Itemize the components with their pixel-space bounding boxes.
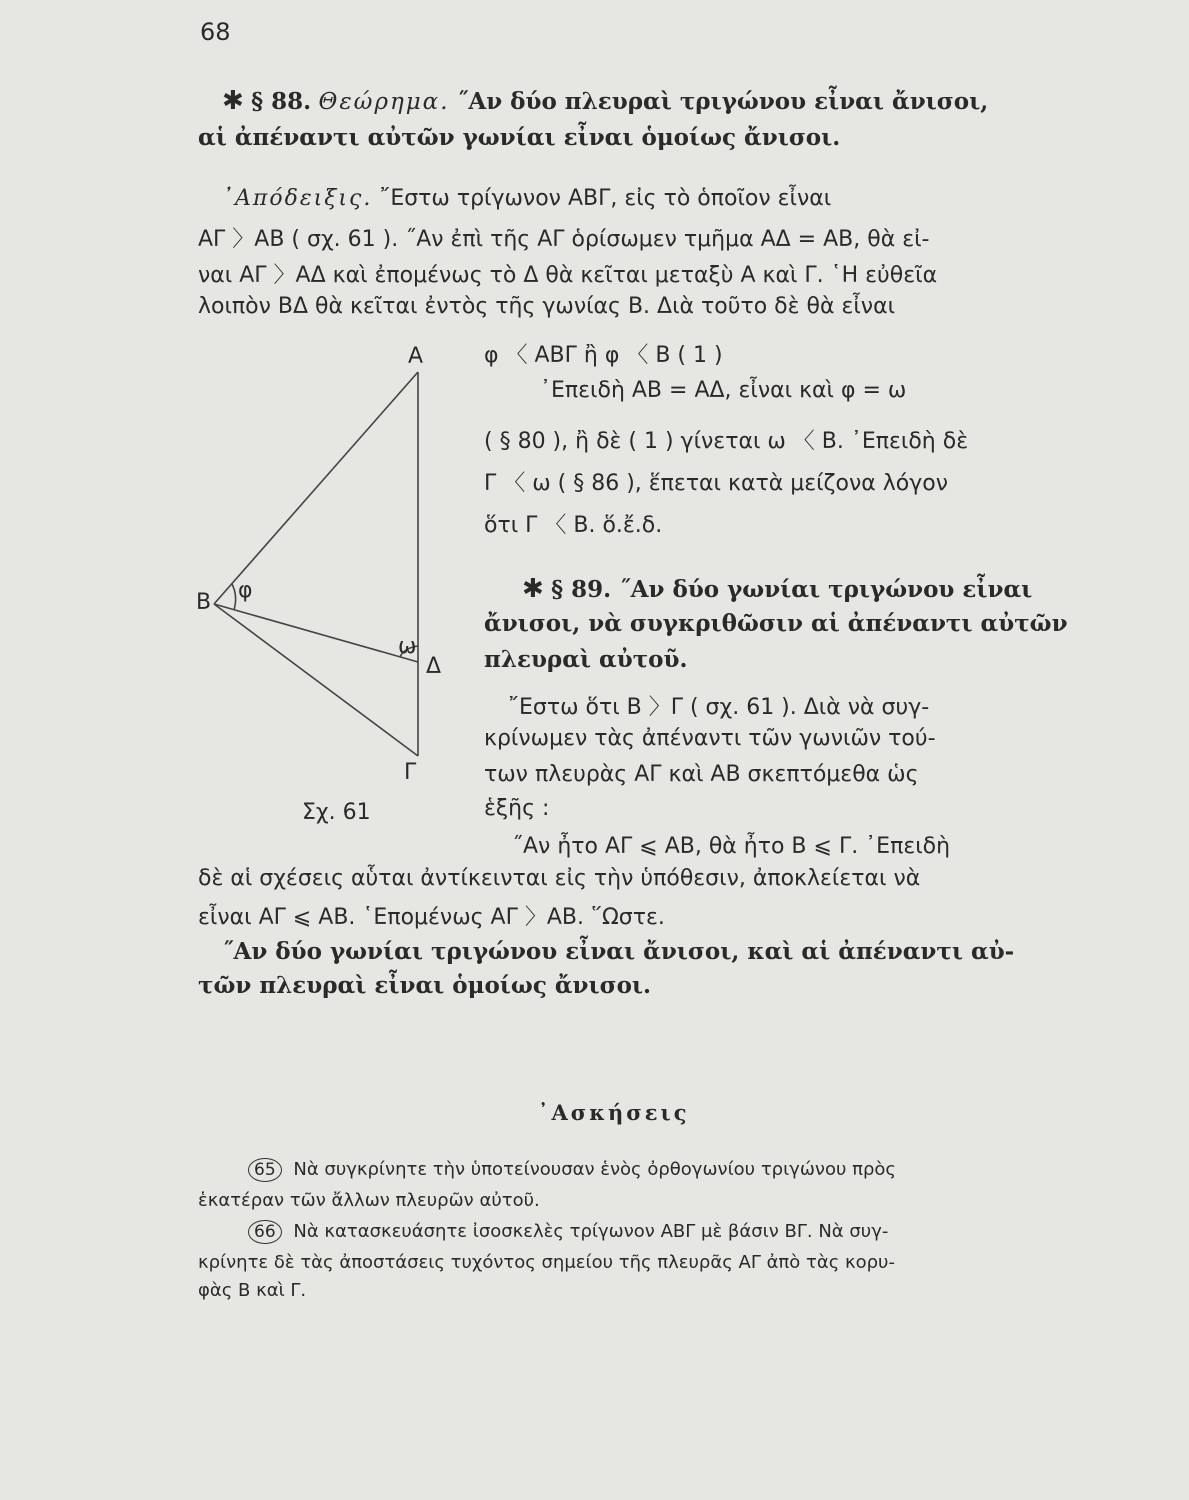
- exercises-heading: ᾿Ασκήσεις: [538, 1100, 690, 1125]
- proof-line-8: Γ 〈 ω ( § 86 ), ἕπεται κατὰ μείζονα λόγον: [484, 471, 948, 496]
- theorem-89-heading: [522, 574, 1032, 604]
- vertex-d-label: Δ: [426, 654, 442, 679]
- proof-line-3: ναι ΑΓ 〉ΑΔ καὶ ἐπομένως τὸ Δ θὰ κεῖται μεταξὺ Α καὶ Γ. ῾Η εὐθεῖα: [198, 263, 938, 288]
- proof89-line-4: ἑξῆς :: [484, 796, 550, 821]
- theorem-88-statement-2: αἱ ἀπέναντι αὐτῶν γωνίαι εἶναι ὁμοίως ἄνισοι.: [198, 124, 841, 151]
- proof89-line-3: των πλευρὰς ΑΓ καὶ ΑΒ σκεπτόμεθα ὡς: [484, 762, 919, 787]
- proof-line-9: ὅτι Γ 〈 Β. ὅ.ἔ.δ.: [484, 513, 663, 538]
- proof-line-5: φ 〈 ΑΒΓ ἢ φ 〈 Β ( 1 ): [484, 343, 723, 368]
- star-icon: ✱: [222, 86, 244, 116]
- theorem-89-statement-1: § 89. ˝Αν δύο γωνίαι τριγώνου εἶναι: [551, 576, 1033, 603]
- conclusion-line-1: ˝Αν δύο γωνίαι τριγώνου εἶναι ἄνισοι, καὶ αἱ ἀπέναντι αὐ-: [222, 938, 1015, 965]
- proof-line-2: ΑΓ 〉ΑΒ ( σχ. 61 ). ˝Αν ἐπὶ τῆς ΑΓ ὁρίσωμεν τμῆμα ΑΔ = ΑΒ, θὰ εἰ-: [198, 227, 930, 252]
- conclusion-line-2: τῶν πλευραὶ εἶναι ὁμοίως ἄνισοι.: [198, 972, 652, 999]
- exercise-66-line-3: φὰς Β καὶ Γ.: [198, 1280, 307, 1301]
- proof89-line-2: κρίνωμεν τὰς ἀπέναντι τῶν γωνιῶν τού-: [484, 726, 936, 751]
- theorem-88-title: Θεώρημα.: [318, 89, 450, 115]
- proof89-line-7: εἶναι ΑΓ ⩽ ΑΒ. ῾Επομένως ΑΓ 〉ΑΒ. ῞Ωστε.: [198, 905, 665, 930]
- proof89-line-1: ῎Εστω ὅτι Β 〉Γ ( σχ. 61 ). Διὰ νὰ συγ-: [508, 695, 930, 720]
- exercise-65-number: 65: [248, 1158, 282, 1182]
- proof-line-6: ᾿Επειδὴ ΑΒ = ΑΔ, εἶναι καὶ φ = ω: [540, 378, 907, 403]
- exercise-66-line-2: κρίνητε δὲ τὰς ἀποστάσεις τυχόντος σημείου τῆς πλευρᾶς ΑΓ ἀπὸ τὰς κορυ-: [198, 1252, 895, 1273]
- angle-omega-label: ω: [398, 634, 417, 659]
- vertex-b-label: Β: [196, 590, 212, 615]
- proof-label: ᾿Απόδειξις.: [222, 186, 373, 211]
- theorem-88-number: § 88.: [251, 88, 312, 115]
- vertex-a-label: Α: [408, 344, 424, 369]
- page-number: 68: [200, 18, 231, 46]
- proof-line-4: λοιπὸν ΒΔ θὰ κεῖται ἐντὸς τῆς γωνίας Β. Διὰ τοῦτο δὲ θὰ εἶναι: [198, 294, 896, 319]
- segment-bd: [214, 604, 418, 662]
- side-ab: [214, 372, 418, 604]
- proof89-line-6: δὲ αἱ σχέσεις αὗται ἀντίκεινται εἰς τὴν ὑπόθεσιν, ἀποκλείεται νὰ: [198, 866, 921, 891]
- theorem-89-statement-3: πλευραὶ αὐτοῦ.: [484, 646, 688, 673]
- vertex-g-label: Γ: [404, 760, 417, 785]
- proof89-line-5: ˝Αν ἦτο ΑΓ ⩽ ΑΒ, θὰ ἦτο Β ⩽ Γ. ᾿Επειδὴ: [512, 834, 951, 859]
- exercise-65-line-1: [248, 1158, 896, 1182]
- star-icon: ✱: [522, 574, 544, 604]
- proof-line-7: ( § 80 ), ἢ δὲ ( 1 ) γίνεται ω 〈 Β. ᾿Επειδὴ δὲ: [484, 429, 969, 454]
- exercise-66-line-1: [248, 1220, 888, 1244]
- figure-caption: Σχ. 61: [302, 800, 371, 825]
- exercise-65-text-1: Νὰ συγκρίνητε τὴν ὑποτείνουσαν ἑνὸς ὀρθογωνίου τριγώνου πρὸς: [293, 1159, 896, 1180]
- theorem-88-statement-1: ˝Αν δύο πλευραὶ τριγώνου εἶναι ἄνισοι,: [456, 88, 989, 115]
- side-bg: [214, 604, 418, 756]
- exercise-65-line-2: ἑκατέραν τῶν ἄλλων πλευρῶν αὐτοῦ.: [198, 1190, 540, 1211]
- angle-arc-phi: [232, 584, 236, 610]
- angle-phi-label: φ: [238, 578, 253, 603]
- exercise-66-text-1: Νὰ κατασκευάσητε ἰσοσκελὲς τρίγωνον ΑΒΓ μὲ βάσιν ΒΓ. Νὰ συγ-: [293, 1221, 889, 1242]
- theorem-89-statement-2: ἄνισοι, νὰ συγκριθῶσιν αἱ ἀπέναντι αὐτῶν: [484, 610, 1068, 637]
- proof-text-1: ῎Εστω τρίγωνον ΑΒΓ, εἰς τὸ ὁποῖον εἶναι: [379, 186, 832, 211]
- exercise-66-number: 66: [248, 1220, 282, 1244]
